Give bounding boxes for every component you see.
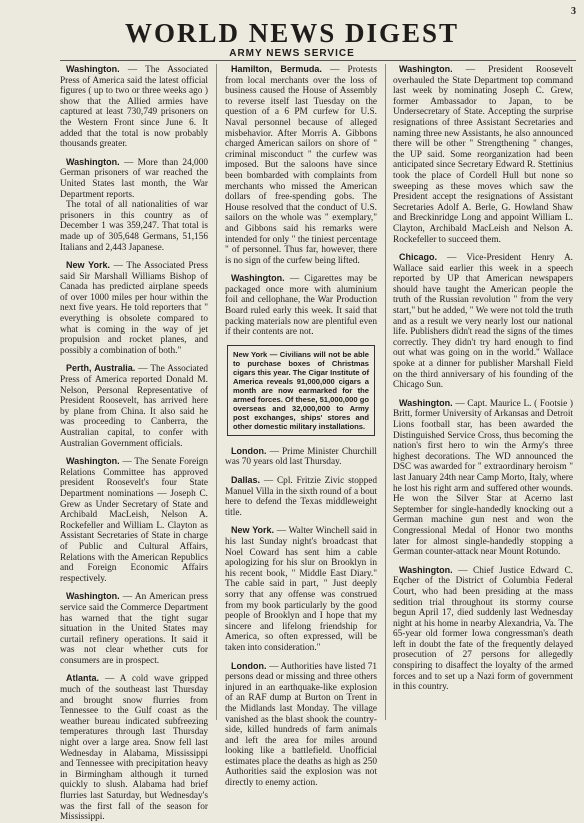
boxed-notice: New York — Civilians will not be able to purchase boxes of Christmas cigars this year. The Cigar Institute of America reveals 91,000,000 cigars a month are now earmarked for the armed forces. Of these, 51,000,000 go overseas and 32,000,000 to Army post exchanges, ships' stores and other domestic military installations. (227, 345, 375, 436)
masthead (0, 18, 584, 59)
news-story (60, 157, 208, 253)
story-dateline: Hamilton, Bermuda. (231, 64, 322, 74)
story-dateline: Washington. (399, 397, 453, 408)
story-dateline: Perth, Australia. (66, 363, 136, 374)
newspaper-title: WORLD NEWS DIGEST (124, 18, 460, 48)
story-paragraph (60, 260, 208, 356)
column-divider (216, 64, 217, 720)
news-story (393, 398, 573, 558)
story-text: — Walter Winchell said in his last Sunday night's broadcast that Noel Coward has sent him a cable apologizing for his slur on Brooklyn in his recent book, " Middle East Diary." The cable said in part, " Just deeply sorry that any offense was construed from my book particularly by the good people of Brooklyn and I hope that my sincere and lifelong friendship for America, so often expressed, will be taken into consideration." (225, 526, 377, 653)
news-story (60, 260, 208, 356)
story-paragraph (60, 591, 208, 666)
story-text: — Cpl. Fritzie Zivic stopped Manuel Villa in the sixth round of a bout here to defend the Texas middleweight title. (225, 476, 377, 518)
news-story (225, 273, 377, 338)
news-story (393, 565, 573, 693)
news-story (225, 64, 377, 266)
story-text: — The Associated Press said Sir Marshall Williams Bishop of Canada has predicted airplane speeds of over 1000 miles per hour within the next five years. He told reporters that " everything is obsolete compared to what is coming in the way of jet propulsion and rocket planes, and possibly a combination of both." (60, 261, 209, 356)
news-story (393, 252, 573, 391)
story-paragraph (60, 456, 208, 584)
story-text: The total of all nationalities of war prisoners in this country as of December 1 was 359,247. That total is made up of 305,648 Germans, 51,156 Italians and 2,443 Japanese. (60, 200, 208, 253)
story-paragraph (225, 64, 377, 266)
story-dateline: Washington. (66, 64, 120, 74)
news-story (393, 64, 573, 245)
news-story (225, 446, 377, 468)
news-column-3 (393, 64, 573, 720)
story-paragraph (225, 525, 377, 653)
story-dateline: Chicago. (399, 252, 438, 263)
story-dateline: Washington. (231, 273, 285, 284)
news-column-1 (60, 64, 209, 823)
story-paragraph (225, 273, 377, 338)
story-dateline: Washington. (399, 564, 453, 575)
story-dateline: Dallas. (231, 475, 261, 486)
story-paragraph (393, 565, 573, 693)
news-story (60, 456, 208, 584)
story-text: — Vice-President Henry A. Wallace said earlier this week in a speech reported by UP that American newspapers should have taught the American people the truth of the Russian revolution " from the very start," but he added, " We were not told the truth and as a result we very nearly lost our national life. Publishers didn't read the signs of the times correctly. They didn't try hard enough to find out what was going on in the world." Wallace spoke at a dinner for publisher Marshall Field on the third anniversary of his founding of the Chicago Sun. (393, 253, 574, 391)
story-paragraph (393, 252, 573, 391)
masthead-rule (60, 60, 576, 61)
page-number: 3 (571, 6, 576, 17)
story-paragraph (60, 200, 208, 253)
story-dateline: Washington. (66, 591, 120, 602)
story-paragraph (60, 673, 208, 822)
news-story (60, 64, 208, 150)
story-paragraph (225, 475, 377, 518)
story-text: — An American press service said the Commerce Department has warned that the tight sugar situation in the United States may curtail refinery operations. It said it was not clear whether cuts for consumers are in prospect. (60, 592, 208, 666)
story-text: — President Roosevelt overhauled the State Department top command last week by nominating Joseph C. Grew, former Ambassador to Japan, to be Undersecretary of State. Accepting the surprise resignations of three Assistant Secretaries and naming three new Assistants, he also announced there will be other " Strengthening " changes, the UP said. Some reorganization had been anticipated since Secretary Edward R. Stettinius took the place of Cordell Hull but none so sweeping as these moves which saw the President accept the resignations of Assistant Secretaries Adolf A. Berle, G. Howland Shaw and Breckinridge Long and appoint William L. Clayton, Archibald MacLeish and Nelson A. Rockefeller to succeed them. (393, 65, 574, 245)
story-text: — A cold wave gripped much of the southeast last Thursday and brought snow flurries from Tennessee to the Gulf coast as the weather bureau indicated subfreezing temperatures through last Thursday night over a large area. Snow fell last Wednesday in Alabama, Mississippi and Tennessee with precipitation heavy in Birmingham although it turned quickly to slush. Alabama had brief flurries last Saturday, but Wednesday's was the first fall of the season for Mississippi. (60, 674, 208, 823)
story-text: — Cigarettes may be packaged once more with aluminium foil and cellophane, the War Production Board ruled early this week. It said that packing materials now are plentiful even if their contents are not. (225, 274, 377, 338)
story-dateline: London. (231, 660, 267, 671)
story-paragraph (60, 363, 208, 449)
story-paragraph (393, 64, 573, 245)
story-dateline: Atlanta. (66, 673, 100, 684)
news-story (225, 661, 377, 789)
story-paragraph (225, 661, 377, 789)
story-dateline: New York. (66, 260, 110, 271)
news-story (225, 525, 377, 653)
story-paragraph (60, 157, 208, 200)
news-column-2 (225, 64, 377, 789)
column-divider (385, 64, 386, 720)
service-subtitle: ARMY NEWS SERVICE (229, 48, 355, 59)
story-text: — Protests from local merchants over the loss of business caused the House of Assembly to reverse itself last Tuesday on the question of a 6 PM curfew for U.S. Naval personnel because of alleged misbehavior. After Morris A. Gibbons charged American sailors on shore of " criminal misconduct " the curfew was imposed. But the saloons have since been bombarded with complaints from merchants who missed the American dollars of free-spending gobs. The House resolved that the conduct of U.S. sailors on the whole was " exemplary," and Gibbons said his remarks were intended for only " the tiniest percentage " of personnel. Thus far, however, there is no sign of the curfew being lifted. (225, 65, 377, 266)
story-text: — More than 24,000 German prisoners of war reached the United States last month, the War Department reports. (60, 157, 208, 200)
story-text: — Chief Justice Edward C. Eqcher of the District of Columbia Federal Court, who had been presiding at the mass sedition trial throughout its stormy course begun April 17, died suddenly last Wednesday night at his home in nearby Alexandria, Va. The 65-year old former Iowa congressman's death left in doubt the fate of the frequently delayed prosecution of 27 persons for allegedly conspiring to disaffect the loyalty of the armed forces and to set up a Nazi form of government in this country. (393, 565, 573, 693)
news-story (60, 673, 208, 822)
news-story (60, 363, 208, 449)
story-paragraph (225, 446, 377, 468)
story-paragraph (393, 398, 573, 558)
news-story (225, 475, 377, 518)
news-story (60, 591, 208, 666)
story-text: — The Senate Foreign Relations Committee has approved president Roosevelt's four State Department nominations — Joseph C. Grew as Under Secretary of State and Archibald MacLeish, Nelson A. Rockefeller and William L. Clayton as Assistant Secretaries of State in charge of Public and Cultural Affairs, Relations with the American Republics and Foreign Economic Affairs respectively. (60, 457, 208, 584)
story-dateline: London. (231, 445, 267, 456)
story-text: — The Associated Press of America said the latest official figures ( up to two or three weeks ago ) show that the Allied armies have captured at least 730,749 prisoners on the Western Front since June 6. It added that the total is now probably thousands greater. (60, 65, 208, 150)
story-text: — The Associated Press of America reported Donald M. Nelson, Personal Representative of President Roosevelt, has arrived here by plane from China. It also said he was proceeding to Canberra, the Australian capital, to confer with Australian Government officials. (60, 364, 209, 449)
story-paragraph (60, 64, 208, 150)
story-text: — Authorities have listed 71 persons dead or missing and three others injured in an earthquake-like explosion of an RAF dump at Burton on Trent in the Midlands last Monday. The village vanished as the blast shook the country-side, killed hundreds of farm animals and left the area for miles around looking like a battlefield. Unofficial estimates place the deaths as high as 250 Authorities said the explosion was not directly to enemy action. (225, 661, 377, 789)
story-dateline: Washington. (66, 156, 120, 167)
story-text: — Capt. Maurice L. ( Footsie ) Britt, former University of Arkansas and Detroit Lions football star, has been awarded the Distinguished Service Cross, thus becoming the nation's first hero to win the Army's three highest decorations. The WD announced the DSC was awarded for " extraordinary heroism " last January 24th near Camp Morto, Italy, where he lost his right arm and suffered other wounds. He won the Silver Star at Acerno last September for single-handedly knocking out a German machine gun nest and won the Congressional Medal of Honor two months later for almost single-handedly stopping a German counter-attack near Mount Rotundo. (393, 398, 574, 558)
story-dateline: New York. (231, 525, 275, 536)
story-dateline: Washington. (66, 456, 120, 467)
story-text: — Prime Minister Churchill was 70 years old last Thursday. (225, 446, 377, 468)
story-dateline: Washington. (399, 64, 453, 74)
